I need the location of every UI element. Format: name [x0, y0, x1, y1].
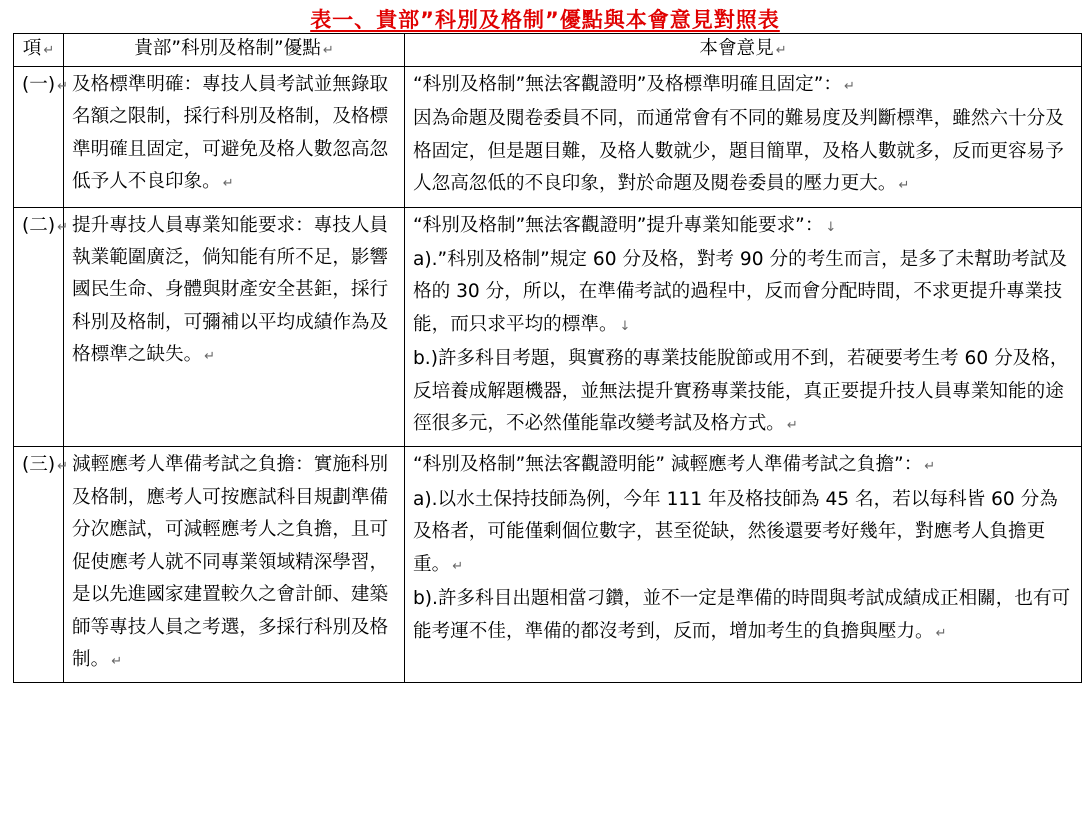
row-index: (二) ↵	[14, 207, 64, 447]
paragraph-mark-icon: ↵	[111, 653, 123, 669]
table-header-row	[14, 34, 1082, 67]
comparison-table	[13, 33, 1082, 683]
opinion-paragraph: “科別及格制”無法客觀證明能” 減輕應考人準備考試之負擔”： ↵	[413, 454, 936, 476]
paragraph-mark-icon: ↵	[786, 418, 798, 434]
table-row	[14, 67, 1082, 208]
paragraph-mark-icon: ↵	[57, 79, 69, 94]
header-advantages: 貴部”科別及格制”優點 ↵	[64, 34, 405, 67]
paragraph-mark-icon: ↵	[775, 43, 787, 58]
paragraph-mark-icon: ↵	[43, 43, 55, 58]
table-row	[14, 447, 1082, 683]
paragraph-mark-icon: ↵	[452, 558, 464, 574]
document-title: 表一、貴部”科別及格制”優點與本會意見對照表	[310, 8, 780, 32]
paragraph-mark-icon: ↵	[898, 178, 910, 194]
opinion-paragraph: “科別及格制”無法客觀證明”提升專業知能要求”： ↓	[413, 214, 837, 236]
paragraph-mark-icon: ↵	[322, 43, 334, 58]
paragraph-mark-icon: ↵	[204, 349, 216, 365]
paragraph-mark-icon: ↓	[825, 219, 837, 235]
table-row	[14, 207, 1082, 447]
row-opinion	[405, 207, 1082, 447]
row-advantage: 及格標準明確：專技人員考試並無錄取名額之限制，採行科別及格制，及格標準明確且固定，可避免及格人數忽高忽低予人不良印象。 ↵	[64, 67, 405, 208]
row-opinion	[405, 447, 1082, 683]
row-opinion	[405, 67, 1082, 208]
header-opinion: 本會意見 ↵	[405, 34, 1082, 67]
opinion-paragraph: b.)許多科目考題，與實務的專業技能脫節或用不到，若硬要考生考 60 分及格，反培養成解題機器，並無法提升實務專業技能，真正要提升技人員專業知能的途徑很多元，不必然僅能靠改變考試及格方式。 ↵	[413, 348, 1069, 435]
opinion-paragraph: a).”科別及格制”規定 60 分及格，對考 90 分的考生而言，是多了未幫助考試及格的 30 分，所以，在準備考試的過程中，反而會分配時間，不求更提升專業技能，而只求平均的標準。 ↓	[413, 249, 1068, 335]
paragraph-mark-icon: ↵	[57, 459, 69, 475]
paragraph-mark-icon: ↵	[844, 79, 855, 94]
paragraph-mark-icon: ↵	[222, 176, 234, 192]
paragraph-mark-icon: ↓	[619, 318, 631, 334]
header-item: 項 ↵	[14, 34, 64, 67]
paragraph-mark-icon: ↵	[935, 625, 947, 641]
paragraph-mark-icon: ↵	[924, 459, 936, 475]
opinion-paragraph: 因為命題及閱卷委員不同，而通常會有不同的難易度及判斷標準，雖然六十分及格固定，但是題目難，及格人數就少，題目簡單，及格人數就多，反而更容易予人忽高忽低的不良印象，對於命題及閱卷委員的壓力更大。 ↵	[413, 108, 1064, 195]
opinion-paragraph: a).以水土保持技師為例，今年 111 年及格技師為 45 名，若以每科皆 60 分為及格者，可能僅剩個位數字，甚至從缺，然後還要考好幾年，對應考人負擔更重。 ↵	[413, 488, 1058, 575]
paragraph-mark-icon: ↵	[57, 219, 69, 235]
row-index: (一) ↵	[14, 67, 64, 208]
opinion-paragraph: “科別及格制”無法客觀證明”及格標準明確且固定”： ↵	[413, 74, 855, 95]
row-advantage: 提升專技人員專業知能要求：專技人員執業範圍廣泛，倘知能有所不足，影響國民生命、身體與財產安全甚鉅，採行科別及格制，可彌補以平均成績作為及格標準之缺失。 ↵	[64, 207, 405, 447]
opinion-paragraph: b).許多科目出題相當刁鑽，並不一定是準備的時間與考試成績成正相關，也有可能考運不佳，準備的都沒考到，反而，增加考生的負擔與壓力。 ↵	[413, 588, 1071, 642]
row-advantage: 減輕應考人準備考試之負擔：實施科別及格制，應考人可按應試科目規劃準備分次應試，可減輕應考人之負擔，且可促使應考人就不同專業領域精深學習，是以先進國家建置較久之會計師、建築師等專技人員之考選，多採行科別及格制。 ↵	[64, 447, 405, 683]
row-index: (三) ↵	[14, 447, 64, 683]
